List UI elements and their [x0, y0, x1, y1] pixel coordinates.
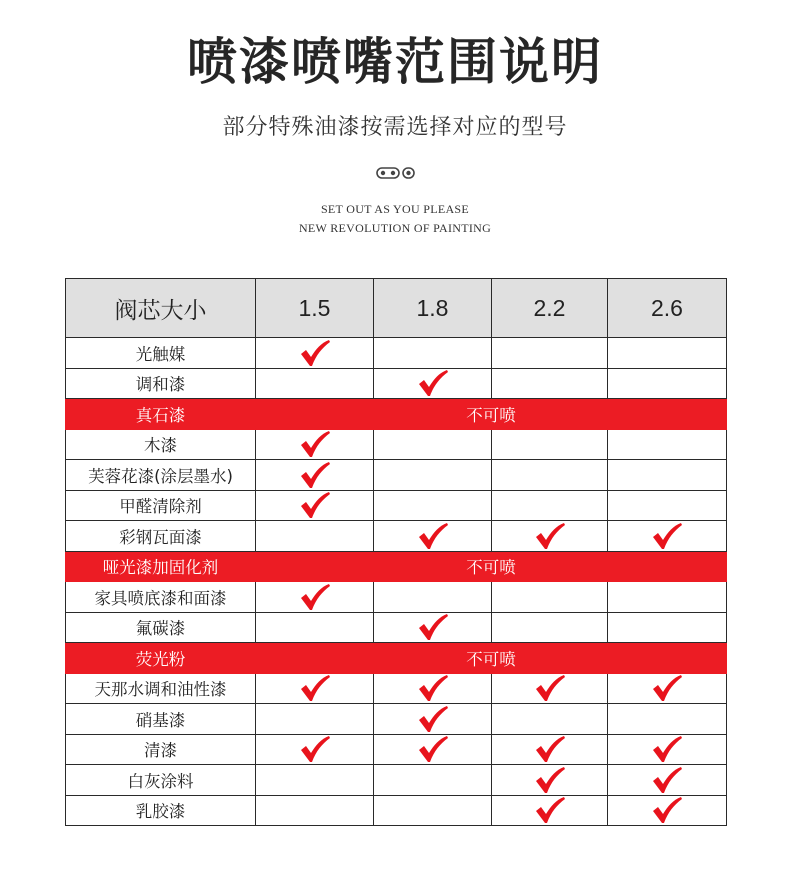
table-row-not-sprayable: [66, 399, 727, 430]
checkmark-icon: [299, 491, 331, 519]
chain-ornament-icon: [376, 166, 416, 180]
compatibility-cell: [492, 460, 608, 491]
page-title: 喷漆喷嘴范围说明: [187, 33, 603, 91]
page-subtitle: 部分特殊油漆按需选择对应的型号: [222, 115, 568, 140]
compatibility-cell: [374, 460, 492, 491]
paint-type-cell: 荧光粉: [66, 643, 256, 674]
compatibility-cell: [256, 338, 374, 369]
compatibility-cell: [608, 704, 727, 735]
compatibility-cell: [256, 673, 374, 704]
compatibility-cell: [492, 765, 608, 796]
compatibility-cell: [374, 795, 492, 826]
checkmark-icon: [299, 735, 331, 763]
compatibility-cell: [256, 704, 374, 735]
table-row: [66, 673, 727, 704]
compatibility-cell: [492, 734, 608, 765]
table-row-not-sprayable: [66, 643, 727, 674]
checkmark-icon: [651, 674, 683, 702]
paint-type-cell: 芙蓉花漆(涂层墨水): [66, 460, 256, 491]
compatibility-cell: [256, 460, 374, 491]
table-row: [66, 612, 727, 643]
compatibility-cell: [608, 765, 727, 796]
compatibility-cell: [374, 429, 492, 460]
not-sprayable-label: 不可喷: [256, 399, 727, 430]
table-row-not-sprayable: [66, 551, 727, 582]
table-row: [66, 704, 727, 735]
compatibility-cell: [492, 795, 608, 826]
table-row: [66, 795, 727, 826]
compatibility-cell: [608, 521, 727, 552]
checkmark-icon: [534, 735, 566, 763]
checkmark-icon: [651, 766, 683, 794]
paint-type-cell: 硝基漆: [66, 704, 256, 735]
not-sprayable-label: 不可喷: [256, 643, 727, 674]
checkmark-icon: [417, 522, 449, 550]
table-row: [66, 429, 727, 460]
compatibility-cell: [256, 612, 374, 643]
paint-type-cell: 调和漆: [66, 368, 256, 399]
paint-type-cell: 木漆: [66, 429, 256, 460]
paint-type-cell: 哑光漆加固化剂: [66, 551, 256, 582]
column-header-1-8: 1.8: [374, 279, 492, 338]
compatibility-cell: [492, 704, 608, 735]
compatibility-cell: [256, 429, 374, 460]
compatibility-cell: [256, 765, 374, 796]
compatibility-cell: [374, 338, 492, 369]
compatibility-cell: [608, 338, 727, 369]
table-row: [66, 460, 727, 491]
checkmark-icon: [299, 674, 331, 702]
checkmark-icon: [299, 430, 331, 458]
table-row: [66, 338, 727, 369]
paint-type-cell: 真石漆: [66, 399, 256, 430]
checkmark-icon: [534, 796, 566, 824]
table-row: [66, 765, 727, 796]
compatibility-cell: [492, 521, 608, 552]
paint-type-cell: 光触媒: [66, 338, 256, 369]
compatibility-cell: [608, 490, 727, 521]
checkmark-icon: [534, 522, 566, 550]
column-header-valve-size: 阀芯大小: [66, 279, 256, 338]
paint-type-cell: 彩钢瓦面漆: [66, 521, 256, 552]
compatibility-cell: [492, 582, 608, 613]
checkmark-icon: [417, 613, 449, 641]
compatibility-cell: [256, 521, 374, 552]
compatibility-cell: [374, 673, 492, 704]
checkmark-icon: [534, 674, 566, 702]
checkmark-icon: [299, 583, 331, 611]
not-sprayable-label: 不可喷: [256, 551, 727, 582]
compatibility-cell: [608, 795, 727, 826]
paint-type-cell: 家具喷底漆和面漆: [66, 582, 256, 613]
compatibility-cell: [374, 582, 492, 613]
column-header-1-5: 1.5: [256, 279, 374, 338]
compatibility-cell: [256, 582, 374, 613]
table-row: [66, 582, 727, 613]
compatibility-cell: [608, 673, 727, 704]
table-row: [66, 734, 727, 765]
paint-type-cell: 乳胶漆: [66, 795, 256, 826]
compatibility-cell: [608, 582, 727, 613]
paint-type-cell: 清漆: [66, 734, 256, 765]
table-row: [66, 521, 727, 552]
compatibility-cell: [608, 460, 727, 491]
compatibility-cell: [374, 521, 492, 552]
compatibility-cell: [492, 338, 608, 369]
compatibility-cell: [374, 765, 492, 796]
paint-type-cell: 甲醛清除剂: [66, 490, 256, 521]
compatibility-cell: [256, 734, 374, 765]
compatibility-cell: [492, 368, 608, 399]
compatibility-cell: [608, 612, 727, 643]
checkmark-icon: [417, 705, 449, 733]
checkmark-icon: [651, 796, 683, 824]
compatibility-cell: [256, 795, 374, 826]
table-row: [66, 490, 727, 521]
compatibility-cell: [608, 734, 727, 765]
english-slogan-line2: NEW REVOLUTION OF PAINTING: [298, 221, 492, 235]
checkmark-icon: [417, 674, 449, 702]
compatibility-cell: [374, 734, 492, 765]
compatibility-cell: [256, 368, 374, 399]
checkmark-icon: [534, 766, 566, 794]
compatibility-cell: [374, 490, 492, 521]
table-row: [66, 368, 727, 399]
checkmark-icon: [417, 735, 449, 763]
checkmark-icon: [299, 461, 331, 489]
checkmark-icon: [417, 369, 449, 397]
checkmark-icon: [651, 735, 683, 763]
nozzle-spec-table: [65, 278, 727, 826]
paint-type-cell: 氟碳漆: [66, 612, 256, 643]
compatibility-cell: [256, 490, 374, 521]
compatibility-cell: [492, 429, 608, 460]
compatibility-cell: [492, 490, 608, 521]
english-slogan-line1: SET OUT AS YOU PLEASE: [320, 202, 470, 216]
paint-type-cell: 天那水调和油性漆: [66, 673, 256, 704]
checkmark-icon: [299, 339, 331, 367]
paint-type-cell: 白灰涂料: [66, 765, 256, 796]
compatibility-cell: [608, 368, 727, 399]
column-header-2-6: 2.6: [608, 279, 727, 338]
compatibility-cell: [374, 704, 492, 735]
checkmark-icon: [651, 522, 683, 550]
table-header-row: [66, 279, 727, 338]
compatibility-cell: [492, 612, 608, 643]
compatibility-cell: [374, 612, 492, 643]
column-header-2-2: 2.2: [492, 279, 608, 338]
compatibility-cell: [374, 368, 492, 399]
compatibility-cell: [492, 673, 608, 704]
compatibility-cell: [608, 429, 727, 460]
